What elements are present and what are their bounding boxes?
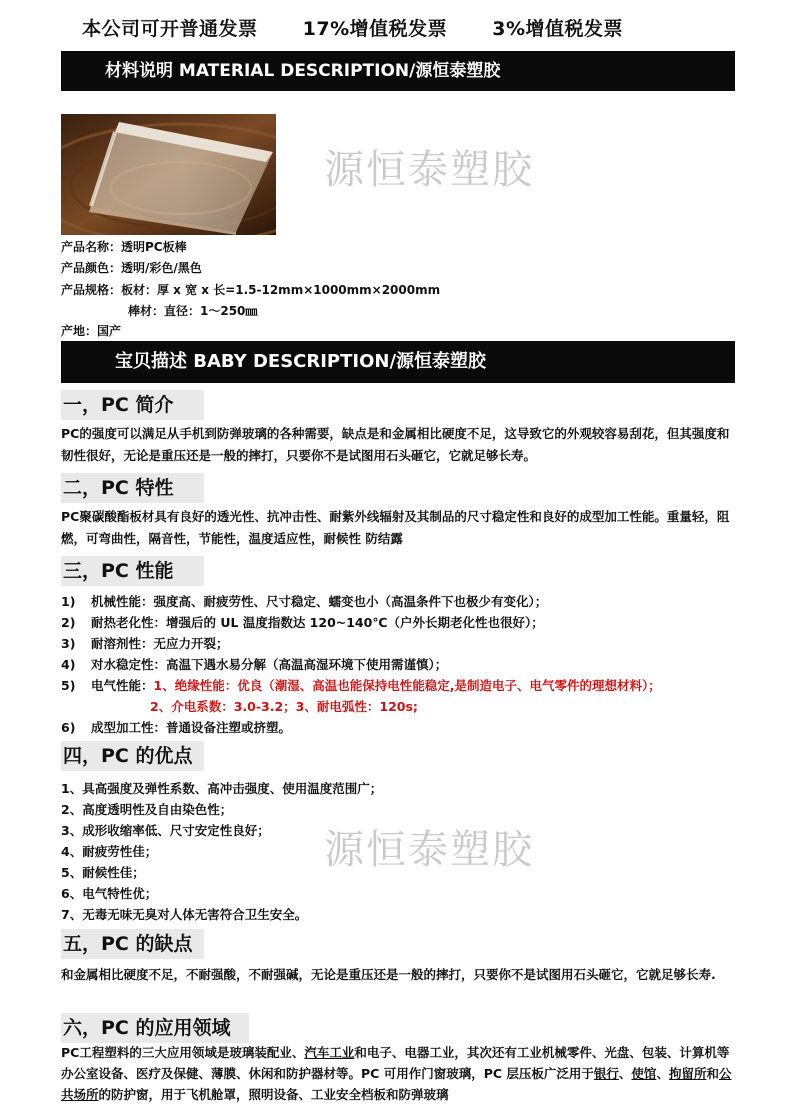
invoice-type-2: 17%增值税发票: [302, 18, 448, 40]
watermark-logo-text: 源恒泰塑胶: [324, 147, 534, 193]
performance-item: 2) 耐热老化性：增强后的 UL 温度指数达 120~140℃（户外长期老化性也很好）；: [61, 615, 544, 630]
performance-item-electrical: 5) 电气性能：1、绝缘性能：优良（潮湿、高温也能保持电性能稳定,是制造电子、电气零件的理想材料）；: [61, 678, 661, 693]
advantage-item: 7、无毒无味无臭对人体无害符合卫生安全。: [61, 907, 308, 922]
performance-item-electrical-cont: 2、介电系数：3.0-3.2；3、耐电弧性：120s;: [150, 699, 418, 714]
performance-item: 1) 机械性能：强度高、耐疲劳性、尺寸稳定、蠕变也小（高温条件下也极少有变化）；: [61, 594, 548, 609]
baby-description-band: 宝贝描述 BABY DESCRIPTION/源恒泰塑胶: [61, 341, 735, 383]
advantage-item: 6、电气特性优；: [61, 886, 158, 901]
invoice-info: [82, 14, 661, 41]
link-detention-center[interactable]: 拘留所: [668, 1066, 707, 1081]
section-heading-applications: 六，PC 的应用领域: [61, 1013, 249, 1043]
section-heading-advantages: 四，PC 的优点: [61, 741, 204, 771]
advantage-item: 3、成形收缩率低、尺寸安定性良好；: [61, 823, 270, 838]
section-heading-features: 二，PC 特性: [61, 473, 204, 503]
features-paragraph: PC聚碳酸酯板材具有良好的透光性、抗冲击性、耐紫外线辐射及其制品的尺寸稳定性和良好的成型加工性能。重量轻，阻燃，可弯曲性，隔音性，节能性，温度适应性，耐候性 防结露: [61, 509, 730, 546]
performance-item: 6) 成型加工性：普通设备注塑或挤塑。: [61, 720, 292, 735]
product-spec-rod: 棒材：直径：1～250㎜: [128, 304, 258, 318]
product-color: 产品颜色：透明/彩色/黑色: [61, 261, 202, 275]
material-description-band: 材料说明 MATERIAL DESCRIPTION/源恒泰塑胶: [61, 51, 735, 91]
invoice-type-3: 3%增值税发票: [492, 18, 624, 40]
section-heading-intro: 一，PC 简介: [61, 390, 204, 420]
link-bank[interactable]: 银行: [593, 1066, 619, 1081]
advantage-item: 4、耐疲劳性佳；: [61, 844, 158, 859]
disadvantages-paragraph: 和金属相比硬度不足，不耐强酸，不耐强碱，无论是重压还是一般的摔打，只要你不是试图用石头砸它，它就足够长寿.: [61, 967, 716, 982]
performance-item: 4) 对水稳定性：高温下遇水易分解（高温高湿环境下使用需谨慎）；: [61, 657, 448, 672]
product-origin: 产地：国产: [61, 324, 122, 338]
advantage-item: 1、具高强度及弹性系数、高冲击强度、使用温度范围广；: [61, 781, 383, 796]
link-auto-industry[interactable]: 汽车工业: [304, 1045, 355, 1060]
advantage-item: 5、耐候性佳；: [61, 865, 145, 880]
performance-item: 3) 耐溶剂性：无应力开裂；: [61, 636, 229, 651]
link-embassy[interactable]: 使馆: [631, 1066, 657, 1081]
intro-paragraph: PC的强度可以满足从手机到防弹玻璃的各种需要，缺点是和金属相比硬度不足，这导致它的外观较容易刮花，但其强度和韧性很好，无论是重压还是一般的摔打，只要你不是试图用石头砸它，它就足够长寿。: [61, 426, 730, 463]
applications-paragraph: PC工程塑料的三大应用领域是玻璃装配业、汽车工业和电子、电器工业，其次还有工业机械零件、光盘、包装、计算机等办公室设备、医疗及保健、薄膜、休闲和防护器材等。PC 可用作门窗玻璃，PC 层压板广泛用于银行、使馆、拘留所和公共场所的防护窗，用于飞机舱罩，照明设备、工业安全档板和防弹玻璃: [61, 1045, 732, 1102]
product-spec: 产品规格：板材：厚 x 宽 x 长=1.5-12mm×1000mm×2000mm: [61, 283, 441, 297]
invoice-type-1: 本公司可开普通发票: [82, 18, 258, 40]
watermark-logo-text: 源恒泰塑胶: [324, 827, 534, 873]
link-public-places[interactable]: 公共场所: [61, 1066, 732, 1102]
section-heading-disadvantages: 五，PC 的缺点: [61, 929, 204, 959]
product-name: 产品名称：透明PC板棒: [61, 240, 187, 254]
product-photo: [61, 114, 276, 235]
section-heading-performance: 三，PC 性能: [61, 556, 204, 586]
advantage-item: 2、高度透明性及自由染色性；: [61, 802, 233, 817]
